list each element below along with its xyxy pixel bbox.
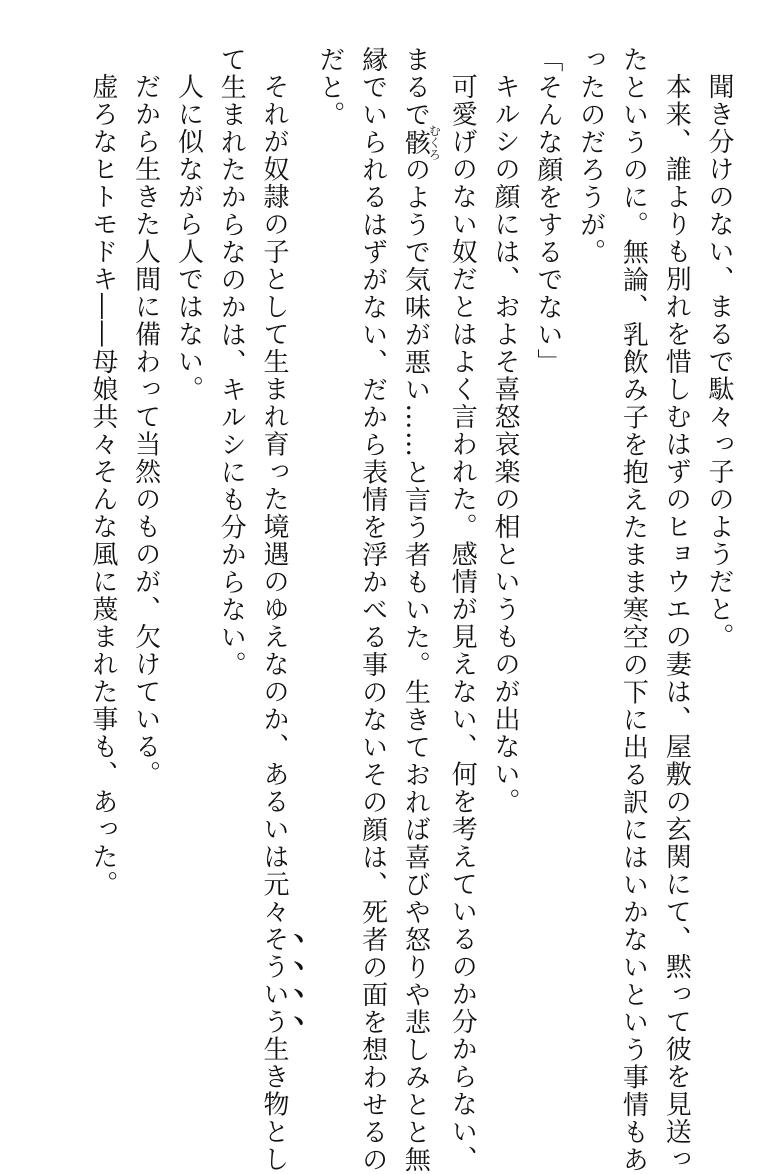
text-line: て生まれたからなのかは、キルシにも分からない。	[216, 46, 247, 679]
text-segment: のようで気味が悪い……と言う者もいた。生きておれば喜びや怒りや悲しみとと無	[400, 156, 431, 1174]
text-line: ったのだろうが。	[575, 46, 606, 266]
text-line: 聞き分けのない、まるで駄々っ子のようだと。	[704, 73, 734, 651]
text-segment: まるで	[400, 46, 431, 129]
text-line: 縁でいられるはずがない、だから表情を浮かべる事のないその顔は、死者の面を想わせるの	[357, 46, 388, 1174]
emphasis-dots: そういう	[259, 925, 290, 1036]
text-segment: それが奴隷の子として生まれ育った境遇のゆえなのか、あるいは元々	[259, 73, 290, 926]
text-line: キルシの顔には、およそ喜怒哀楽の相というものが出ない。	[490, 73, 521, 816]
ruby-base: 骸	[400, 124, 431, 161]
dialogue-line: 「そんな顔をするでない」	[532, 46, 563, 376]
ruby-reading: むくろ	[427, 124, 442, 161]
text-line: 本来、誰よりも別れを惜しむはずのヒョウエの妻は、屋敷の玄関にて、黙って彼を見送っ	[661, 73, 692, 1173]
text-line: 虚ろなヒトモドキ――母娘共々そんな風に蔑まれた事も、あった。	[87, 73, 118, 898]
text-line: 人に似ながら人ではない。	[173, 73, 204, 403]
text-line: 可愛げのない奴だとはよく言われた。感情が見えない、何を考えているのか分からない、	[447, 73, 478, 1173]
text-line: だから生きた人間に備わって当然のものが、欠けている。	[130, 73, 161, 788]
ruby-annotation	[400, 124, 442, 161]
vertical-text-body	[60, 46, 740, 1174]
text-line-with-emphasis	[252, 46, 308, 1173]
text-line-with-ruby	[394, 46, 442, 1174]
text-line: たというのに。無論、乳飲み子を抱えたまま寒空の下に出る訳にはいかないという事情もあ	[618, 46, 649, 1174]
text-segment: 生き物とし	[259, 1035, 290, 1173]
text-line: だと。	[314, 46, 345, 129]
